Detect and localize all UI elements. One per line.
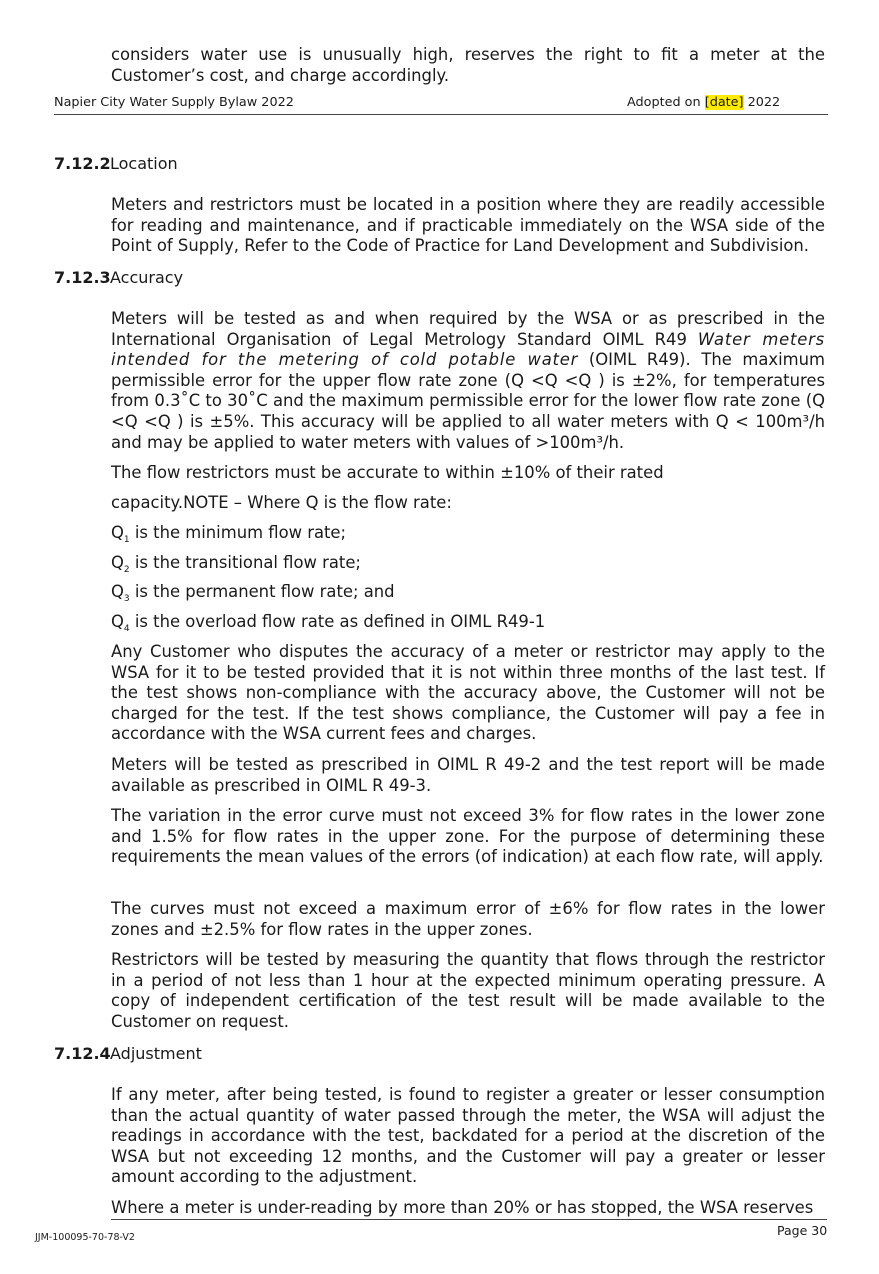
heading-title: Location <box>110 154 178 173</box>
accuracy-paragraph-restrictors: Restrictors will be tested by measuring the quantity that flows through the restrictor in a period of not less than 1 hour at the expected minimum operating pressure. A copy of independent certification of the test result will be made available to the Customer on request. <box>111 950 825 1031</box>
heading-accuracy <box>54 268 183 287</box>
accuracy-paragraph-dispute: Any Customer who disputes the accuracy of a meter or restrictor may apply to the WSA for it to be tested provided that it is not within three months of the last test. If the test shows non-compliance with the accuracy above, the Customer will not be charged for the test. If the test shows compliance, the Customer will pay a fee in accordance with the WSA current fees and charges. <box>111 642 825 744</box>
heading-number: 7.12.4 <box>54 1044 111 1063</box>
header-adopted: Adopted on [date] 2022 <box>627 95 781 110</box>
heading-location <box>54 154 178 173</box>
heading-title: Adjustment <box>110 1044 202 1063</box>
footer-page-number: Page 30 <box>777 1223 828 1238</box>
accuracy-paragraph-1: Meters will be tested as and when required by the WSA or as prescribed in the International Organisation of Legal Metrology Standard OIML R49 Water meters intended for the metering of cold potable water (OIML R49). The maximum permissible error for the upper flow rate zone (Q <Q <Q ) is ±2%, for temperatures from 0.3˚C to 30˚C and the maximum permissible error for the lower flow rate zone (Q <Q <Q ) is ±5%. This accuracy will be applied to all water meters with Q < 100m³/h and may be applied to water meters with values of >100m³/h. <box>111 309 826 452</box>
adjustment-paragraph-1: If any meter, after being tested, is found to register a greater or lesser consumption than the actual quantity of water passed through the meter, the WSA will adjust the readings in accordance with the test, backdated for a period at the discretion of the WSA but not exceeding 12 months, and the Customer will pay a greater or lesser amount according to the adjustment. <box>111 1085 825 1187</box>
q-item-1: $Q_1$ is the minimum flow rate; <box>111 523 347 545</box>
q-item-4: $Q_4$ is the overload flow rate as defined in OIML R49-1 <box>111 612 546 634</box>
location-paragraph: Meters and restrictors must be located in a position where they are readily accessible for reading and maintenance, and if practicable immediately on the WSA side of the Point of Supply, Refer to the Code of Practice for Land Development and Subdivision. <box>111 195 825 256</box>
footer-doc-id: JJM-100095-70-78-V2 <box>35 1232 135 1243</box>
footer-divider <box>111 1219 827 1220</box>
standard-title: Water meters intended for the metering of cold potable water <box>111 329 825 370</box>
q-item-2: $Q_2$ is the transitional flow rate; <box>111 553 361 575</box>
accuracy-paragraph-curves: The curves must not exceed a maximum error of ±6% for flow rates in the lower zones and ±2.5% for flow rates in the upper zones. <box>111 899 825 939</box>
header-title: Napier City Water Supply Bylaw 2022 <box>54 95 294 110</box>
heading-title: Accuracy <box>110 268 184 287</box>
heading-number: 7.12.3 <box>54 268 111 287</box>
accuracy-paragraph-testing: Meters will be tested as prescribed in OIML R 49-2 and the test report will be made available as prescribed in OIML R 49-3. <box>111 755 825 795</box>
heading-number: 7.12.2 <box>54 154 111 173</box>
q-item-3: $Q_3$ is the permanent flow rate; and <box>111 582 395 604</box>
adjustment-paragraph-2: Where a meter is under-reading by more than 20% or has stopped, the WSA reserves <box>111 1198 814 1217</box>
heading-adjustment <box>54 1044 202 1063</box>
accuracy-paragraph-variation: The variation in the error curve must not exceed 3% for flow rates in the lower zone and 1.5% for flow rates in the upper zone. For the purpose of determining these requirements the mean values of the errors (of indication) at each flow rate, will apply. <box>111 806 825 867</box>
top-fragment: considers water use is unusually high, reserves the right to fit a meter at the Customer’s cost, and charge accordingly. <box>111 45 825 85</box>
accuracy-note: capacity.NOTE – Where Q is the flow rate: <box>111 493 452 512</box>
accuracy-paragraph-2: The flow restrictors must be accurate to within ±10% of their rated <box>111 463 664 482</box>
date-placeholder: [date] <box>704 95 744 110</box>
running-header <box>54 94 828 115</box>
